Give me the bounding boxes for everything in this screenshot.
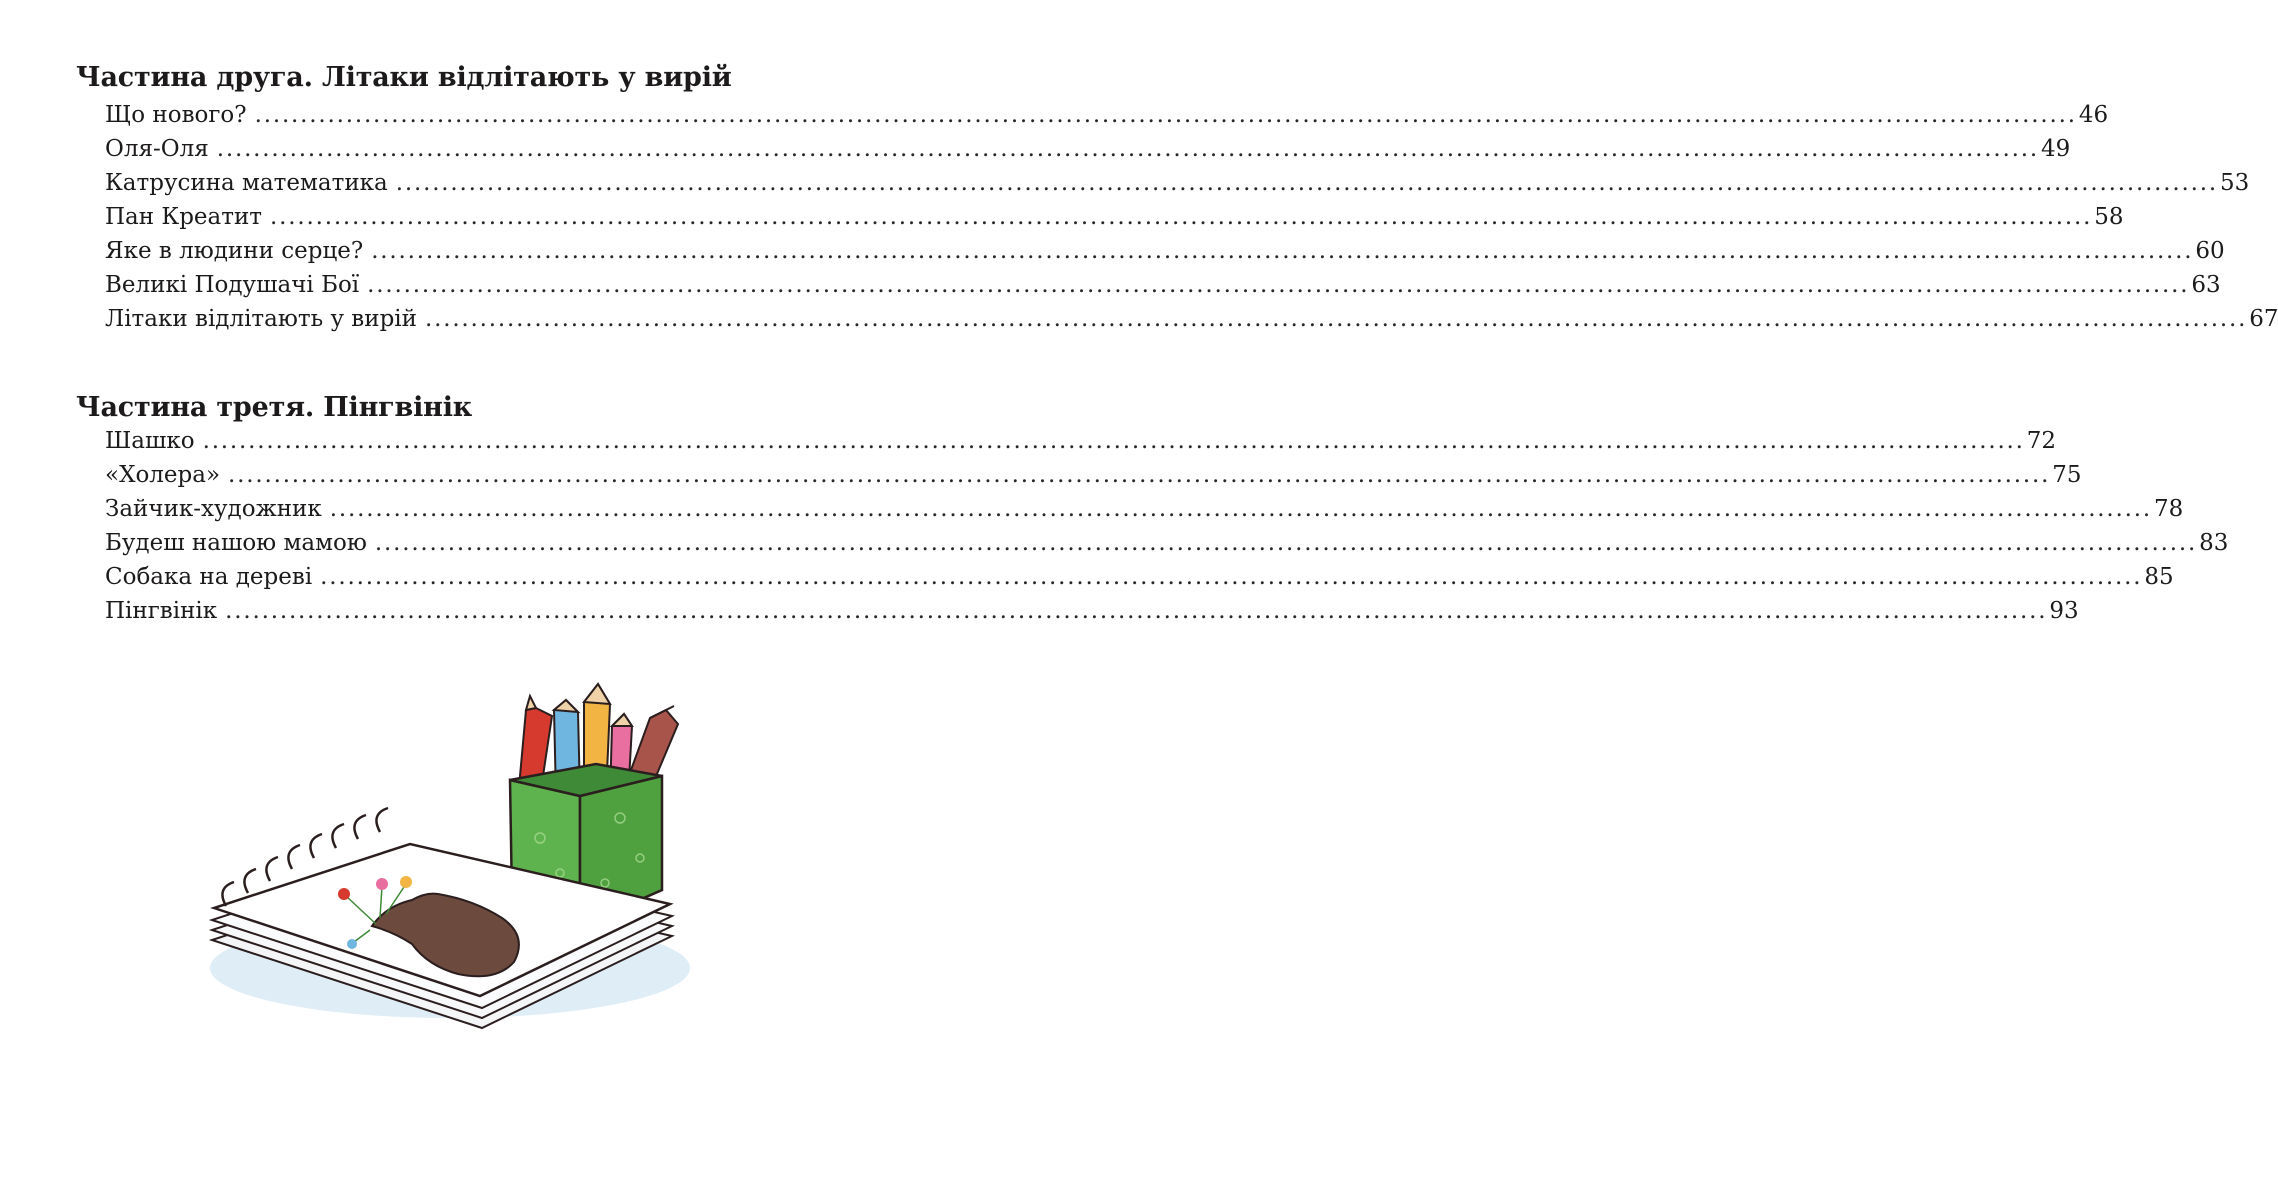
dot-leader: ........................................................................................................................................................................................................ bbox=[225, 598, 2048, 624]
entry-title: «Холера» bbox=[105, 462, 221, 488]
dot-leader: ........................................................................................................................................................................................................ bbox=[424, 306, 2248, 332]
dot-leader: ........................................................................................................................................................................................................ bbox=[367, 272, 2190, 298]
toc-entry[interactable] bbox=[105, 424, 2057, 458]
dot-leader: ........................................................................................................................................................................................................ bbox=[228, 462, 2051, 488]
toc-entry[interactable] bbox=[105, 302, 2278, 336]
section-title: Частина третя. Пінгвінік bbox=[76, 392, 473, 423]
toc-entry[interactable] bbox=[105, 166, 2250, 200]
entry-page: 53 bbox=[2219, 170, 2250, 196]
entry-title: Яке в людини серце? bbox=[105, 238, 364, 264]
entry-page: 67 bbox=[2249, 306, 2278, 332]
entry-page: 46 bbox=[2078, 102, 2109, 128]
entry-title: Що нового? bbox=[105, 102, 247, 128]
toc-entry[interactable] bbox=[105, 268, 2221, 302]
entry-title: Великі Подушачі Бої bbox=[105, 272, 360, 298]
dot-leader: ........................................................................................................................................................................................................ bbox=[395, 170, 2218, 196]
dot-leader: ........................................................................................................................................................................................................ bbox=[216, 136, 2039, 162]
entry-page: 49 bbox=[2040, 136, 2071, 162]
toc-entry[interactable] bbox=[105, 458, 2082, 492]
entry-title: Літаки відлітають у вирій bbox=[105, 306, 417, 332]
toc-entry[interactable] bbox=[105, 560, 2174, 594]
toc-entry[interactable] bbox=[105, 594, 2079, 628]
entry-page: 85 bbox=[2144, 564, 2174, 590]
entry-title: Пінгвінік bbox=[105, 598, 218, 624]
toc-entry[interactable] bbox=[105, 234, 2225, 268]
dot-leader: ........................................................................................................................................................................................................ bbox=[202, 428, 2025, 454]
entry-page: 78 bbox=[2153, 496, 2184, 522]
sketchbook-and-pencil-cup-icon bbox=[200, 668, 700, 1052]
toc-entry[interactable] bbox=[105, 200, 2124, 234]
entry-page: 60 bbox=[2195, 238, 2225, 264]
entry-title: Будеш нашою мамою bbox=[105, 530, 367, 556]
dot-leader: ........................................................................................................................................................................................................ bbox=[374, 530, 2198, 556]
entry-page: 72 bbox=[2026, 428, 2057, 454]
entry-title: Пан Креатит bbox=[105, 204, 263, 230]
entry-page: 63 bbox=[2191, 272, 2221, 298]
toc-entry[interactable] bbox=[105, 132, 2071, 166]
entry-title: Катрусина математика bbox=[105, 170, 388, 196]
section-title: Частина друга. Літаки відлітають у вирій bbox=[76, 62, 732, 93]
toc-entry[interactable] bbox=[105, 98, 2109, 132]
entry-page: 93 bbox=[2049, 598, 2079, 624]
dot-leader: ........................................................................................................................................................................................................ bbox=[270, 204, 2093, 230]
entry-title: Шашко bbox=[105, 428, 195, 454]
entry-title: Оля-Оля bbox=[105, 136, 209, 162]
toc-entry[interactable] bbox=[105, 492, 2184, 526]
illustration-svg bbox=[200, 668, 700, 1048]
dot-leader: ........................................................................................................................................................................................................ bbox=[254, 102, 2077, 128]
entry-page: 75 bbox=[2052, 462, 2082, 488]
entry-title: Собака на дереві bbox=[105, 564, 313, 590]
entry-page: 58 bbox=[2094, 204, 2124, 230]
dot-leader: ........................................................................................................................................................................................................ bbox=[371, 238, 2194, 264]
entry-page: 83 bbox=[2199, 530, 2229, 556]
entry-title: Зайчик-художник bbox=[105, 496, 322, 522]
dot-leader: ........................................................................................................................................................................................................ bbox=[320, 564, 2143, 590]
toc-entry[interactable] bbox=[105, 526, 2229, 560]
dot-leader: ........................................................................................................................................................................................................ bbox=[329, 496, 2152, 522]
